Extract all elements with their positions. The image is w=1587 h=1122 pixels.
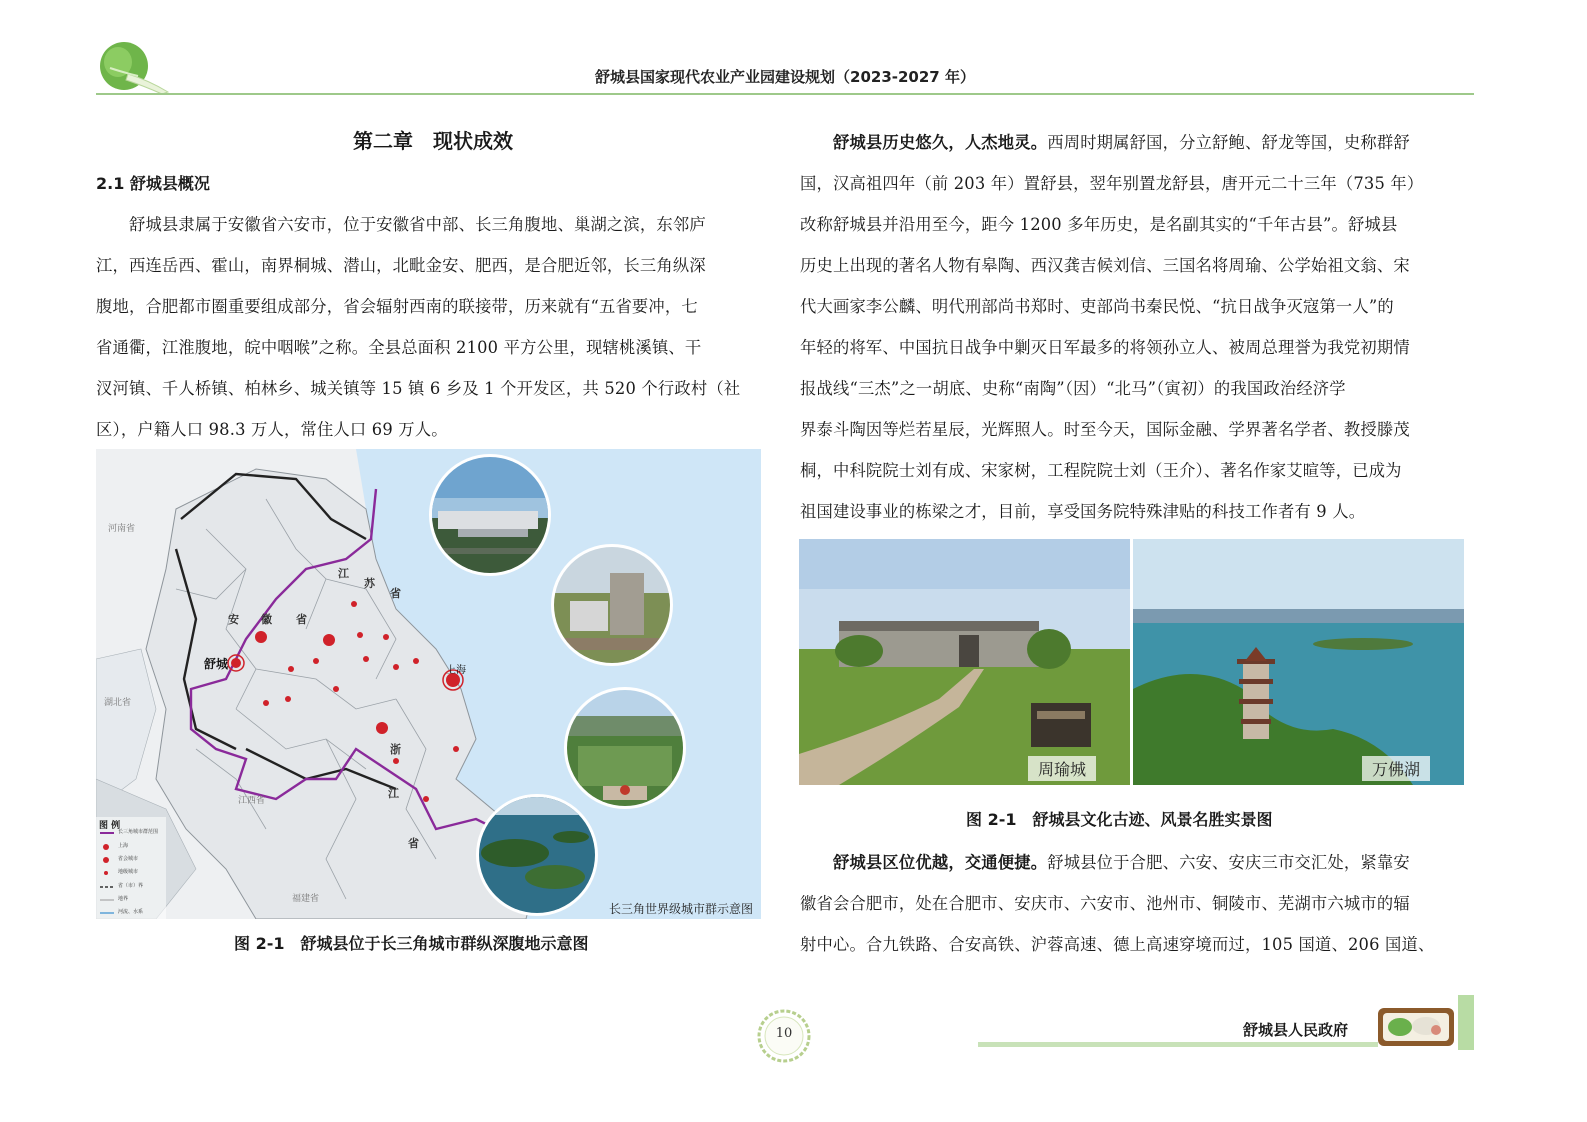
- paragraph-line: 祖国建设事业的栋梁之才，目前，享受国务院特殊津贴的科技工作者有 9 人。: [800, 502, 1366, 521]
- map-label-anhui: 省: [296, 613, 307, 626]
- map-label-jiangsu: 苏: [364, 577, 375, 590]
- paragraph-line: 舒城县隶属于安徽省六安市，位于安徽省中部、长三角腹地、巢湖之滨，东邻庐: [96, 215, 706, 234]
- yangtze-delta-map: [96, 449, 761, 919]
- map-legend-item: 长三角城市群范围: [118, 829, 159, 835]
- map-label-zhejiang: 浙: [390, 743, 401, 756]
- figure-caption-map: 图 2-1 舒城县位于长三角城市群纵深腹地示意图: [234, 934, 589, 953]
- footer-organization: 舒城县人民政府: [1243, 1021, 1349, 1039]
- map-legend-item: 地级城市: [118, 869, 139, 875]
- section-heading: 2.1 舒城县概况: [96, 174, 210, 193]
- page-number-badge: [757, 1009, 811, 1063]
- map-legend-item: 省会城市: [118, 856, 139, 862]
- page-number: 10: [775, 1026, 793, 1041]
- header-divider: [96, 93, 1474, 95]
- paragraph-line: 报战线“三杰”之一胡底、史称“南陶”（因）“北马”（寅初）的我国政治经济学: [800, 379, 1346, 398]
- photo-label: 万佛湖: [1362, 756, 1430, 781]
- map-legend-item: 上海: [118, 843, 129, 849]
- map-label-shucheng: 舒城: [204, 657, 229, 671]
- paragraph-line: 舒城县历史悠久，人杰地灵。西周时期属舒国，分立舒鲍、舒龙等国，史称群舒: [800, 133, 1410, 152]
- photo-label: 周瑜城: [1028, 756, 1096, 781]
- paragraph-line: 改称舒城县并沿用至今，距今 1200 多年历史，是名副其实的“千年古县”。舒城县: [800, 215, 1398, 234]
- paragraph-line: 省通衢，江淮腹地，皖中咽喉”之称。全县总面积 2100 平方公里，现辖桃溪镇、干: [96, 338, 702, 357]
- map-legend-item: 省（市）界: [118, 883, 144, 889]
- header-title: 舒城县国家现代农业产业园建设规划（2023-2027 年）: [595, 68, 975, 86]
- paragraph-line: 年轻的将军、中国抗日战争中剿灭日军最多的将领孙立人、被周总理誉为我党初期情: [800, 338, 1410, 357]
- paragraph-line: 徽省会合肥市，处在合肥市、安庆市、六安市、池州市、铜陵市、芜湖市六城市的辐: [800, 894, 1410, 913]
- vegetable-tray-icon: [1376, 1004, 1456, 1048]
- map-label-fujian: 福建省: [292, 894, 320, 904]
- paragraph-line: 江，西连岳西、霍山，南界桐城、潜山，北毗金安、肥西，是合肥近邻，长三角纵深: [96, 256, 706, 275]
- paragraph-line: 国，汉高祖四年（前 203 年）置舒县，翌年别置龙舒县，唐开元二十三年（735 年）: [800, 174, 1424, 193]
- footer-divider: [978, 1042, 1378, 1047]
- figure-caption-photos: 图 2-1 舒城县文化古迹、风景名胜实景图: [966, 810, 1273, 829]
- map-legend-title: 图 例: [99, 821, 121, 831]
- map-label-hubei: 湖北省: [104, 698, 132, 708]
- map-legend-item: 地界: [118, 896, 129, 902]
- photo-zhouyu-city: [799, 539, 1130, 785]
- paragraph-line: 历史上出现的著名人物有皋陶、西汉龚吉候刘信、三国名将周瑜、公学始祖文翁、宋: [800, 256, 1410, 275]
- map-label-zhejiang: 省: [408, 837, 419, 850]
- photo-circle-park: [563, 686, 687, 810]
- map-label-henan: 河南省: [108, 524, 136, 534]
- cabbage-icon: [98, 38, 172, 96]
- photo-circle-construction: [550, 543, 674, 667]
- map-label-zhejiang: 江: [388, 787, 399, 800]
- map-legend-item: 河流、水系: [118, 909, 144, 915]
- paragraph-line: 腹地，合肥都市圈重要组成部分，省会辐射西南的联接带，历来就有“五省要冲，七: [96, 297, 698, 316]
- paragraph-line: 舒城县区位优越，交通便捷。舒城县位于合肥、六安、安庆三市交汇处，紧靠安: [800, 853, 1410, 872]
- paragraph-line: 射中心。合九铁路、合安高铁、沪蓉高速、德上高速穿境而过，105 国道、206 国道、: [800, 935, 1435, 954]
- paragraph-line: 区），户籍人口 98.3 万人，常住人口 69 万人。: [96, 420, 448, 439]
- map-corner-caption: 长三角世界级城市群示意图: [608, 902, 753, 916]
- map-label-anhui: 徽: [261, 613, 272, 626]
- map-label-anhui: 安: [228, 613, 239, 626]
- chapter-title: 第二章 现状成效: [353, 129, 513, 153]
- map-label-shanghai: 上海: [446, 665, 466, 676]
- paragraph-line: 桐，中科院院士刘有成、宋家树，工程院院士刘（王介）、著名作家艾暄等，已成为: [800, 461, 1402, 480]
- map-label-jiangsu: 江: [338, 567, 349, 580]
- map-label-jiangxi: 江西省: [238, 796, 266, 806]
- photo-circle-city: [428, 453, 552, 577]
- photo-wanfo-lake: [1133, 539, 1464, 785]
- paragraph-line: 界泰斗陶因等烂若星辰，光辉照人。时至今天，国际金融、学界著名学者、教授滕茂: [800, 420, 1410, 439]
- paragraph-line: 汊河镇、千人桥镇、柏林乡、城关镇等 15 镇 6 乡及 1 个开发区，共 520 个行政村（社: [96, 379, 741, 398]
- paragraph-line: 代大画家李公麟、明代刑部尚书郑时、吏部尚书秦民悦、“抗日战争灭寇第一人”的: [800, 297, 1394, 316]
- map-label-jiangsu: 省: [390, 587, 401, 600]
- footer-accent-bar: [1458, 995, 1474, 1050]
- photo-circle-lake: [475, 793, 599, 917]
